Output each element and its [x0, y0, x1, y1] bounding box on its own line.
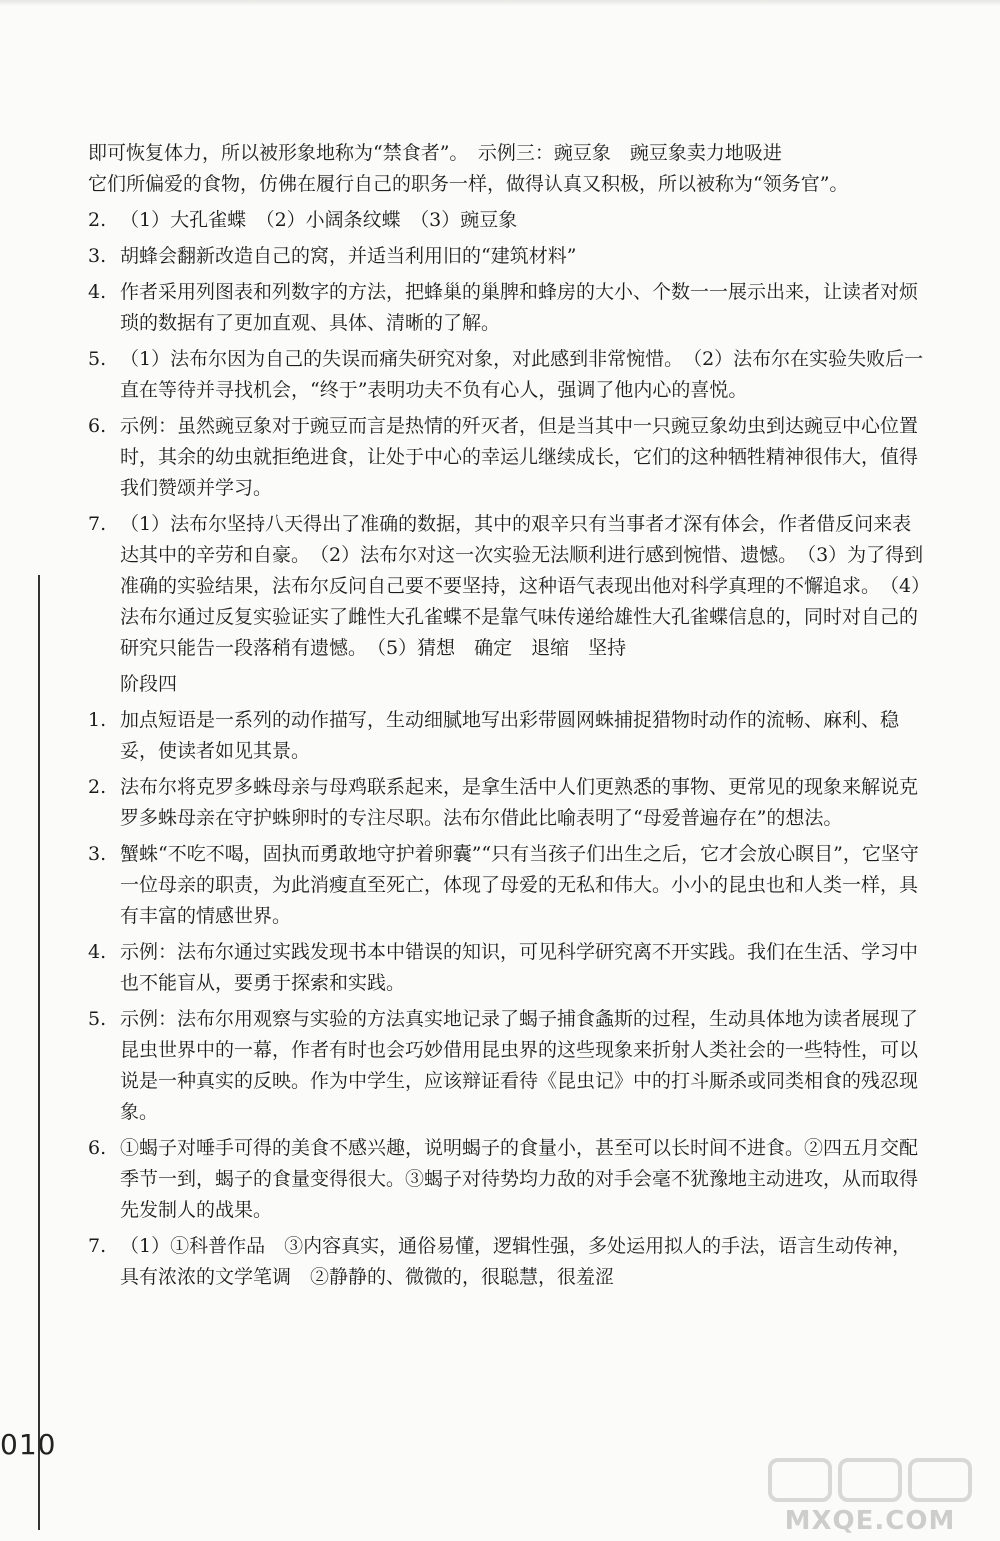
- answer-item: [88, 277, 930, 339]
- item-text: 作者采用列图表和列数字的方法，把蜂巢的巢脾和蜂房的大小、个数一一展示出来，让读者对烦琐的数据有了更加直观、具体、清晰的了解。: [120, 281, 919, 334]
- section-heading: 阶段四: [120, 673, 178, 695]
- item-number: 5.: [88, 348, 107, 370]
- watermark-text: MXQE.COM: [784, 1506, 956, 1536]
- item-number: 2.: [88, 209, 107, 231]
- watermark-glyph: [838, 1458, 902, 1502]
- item-number: 5.: [88, 1008, 107, 1030]
- item-text: 蟹蛛“不吃不喝，固执而勇敢地守护着卵囊”“只有当孩子们出生之后，它才会放心瞑目”，它坚守一位母亲的职责，为此消瘦直至死亡，体现了母爱的无私和伟大。小小的昆虫也和人类一样，具有丰富的情感世界。: [120, 843, 919, 927]
- answer-item: [88, 205, 930, 236]
- item-number: 2.: [88, 776, 107, 798]
- answer-item: [88, 1231, 930, 1293]
- answer-item: [88, 509, 930, 664]
- item-number: 4.: [88, 941, 107, 963]
- page-number: 010: [0, 1428, 57, 1461]
- item-text: （1）法布尔坚持八天得出了准确的数据，其中的艰辛只有当事者才深有体会，作者借反问来表达其中的辛劳和自豪。 （2）法布尔对这一次实验无法顺利进行感到惋惜、遗憾。 （3）为了得到准确的实验结果，法布尔反问自己要不要坚持，这种语气表现出他对科学真理的不懈追求。 （4）法布尔通过反复实验证实了雌性大孔雀蝶不是靠气味传递给雄性大孔雀蝶信息的，同时对自己的研究只能告一段落稍有遗憾。 （5）猜想 确定 退缩 坚持: [120, 513, 924, 659]
- item-number: 6.: [88, 1137, 107, 1159]
- answer-content: [88, 138, 930, 1298]
- item-text: 法布尔将克罗多蛛母亲与母鸡联系起来，是拿生活中人们更熟悉的事物、更常见的现象来解说克罗多蛛母亲在守护蛛卵时的专注尽职。法布尔借此比喻表明了“母爱普遍存在”的想法。: [120, 776, 919, 829]
- item-number: 6.: [88, 415, 107, 437]
- item-text: 示例：法布尔通过实践发现书本中错误的知识，可见科学研究离不开实践。我们在生活、学习中也不能盲从，要勇于探索和实践。: [120, 941, 919, 994]
- item-text: 示例：法布尔用观察与实验的方法真实地记录了蝎子捕食螽斯的过程，生动具体地为读者展现了昆虫世界中的一幕，作者有时也会巧妙借用昆虫界的这些现象来折射人类社会的一些特性，可以说是一种真实的反映。作为中学生，应该辩证看待《昆虫记》中的打斗厮杀或同类相食的残忍现象。: [120, 1008, 919, 1123]
- item-number: 7.: [88, 1235, 107, 1257]
- continued-line-2: 它们所偏爱的食物，仿佛在履行自己的职务一样，做得认真又积极，所以被称为“领务官”。: [88, 173, 849, 195]
- item-text: （1）法布尔因为自己的失误而痛失研究对象，对此感到非常惋惜。 （2）法布尔在实验失败后一直在等待并寻找机会，“终于”表明功夫不负有心人，强调了他内心的喜悦。: [120, 348, 924, 401]
- watermark-logo-icon: [745, 1458, 995, 1504]
- answer-item: [88, 344, 930, 406]
- continued-line-1: 即可恢复体力，所以被形象地称为“禁食者”。 示例三：豌豆象 豌豆象卖力地吸进: [88, 142, 782, 164]
- item-number: 3.: [88, 245, 107, 267]
- watermark: [745, 1458, 995, 1538]
- item-text: 胡蜂会翻新改造自己的窝，并适当利用旧的“建筑材料”: [120, 245, 577, 267]
- answer-item: [88, 705, 930, 767]
- item-number: 1.: [88, 709, 107, 731]
- answer-item: [88, 241, 930, 272]
- answer-item: [88, 1133, 930, 1226]
- item-text: 加点短语是一系列的动作描写，生动细腻地写出彩带圆网蛛捕捉猎物时动作的流畅、麻利、稳妥，使读者如见其景。: [120, 709, 900, 762]
- continued-paragraph: [88, 138, 930, 200]
- item-number: 7.: [88, 513, 107, 535]
- item-number: 3.: [88, 843, 107, 865]
- scan-top-edge: [0, 0, 1000, 6]
- answer-item: [88, 937, 930, 999]
- margin-line: [38, 575, 40, 1530]
- item-number: 4.: [88, 281, 107, 303]
- item-text: ①蝎子对唾手可得的美食不感兴趣，说明蝎子的食量小，甚至可以长时间不进食。②四五月交配季节一到，蝎子的食量变得很大。③蝎子对待势均力敌的对手会毫不犹豫地主动进攻，从而取得先发制人的战果。: [120, 1137, 919, 1221]
- item-text: 示例：虽然豌豆象对于豌豆而言是热情的歼灭者，但是当其中一只豌豆象幼虫到达豌豆中心位置时，其余的幼虫就拒绝进食，让处于中心的幸运儿继续成长，它们的这种牺牲精神很伟大，值得我们赞颂并学习。: [120, 415, 919, 499]
- watermark-glyph: [908, 1458, 972, 1502]
- answer-item: [88, 839, 930, 932]
- item-text: （1）大孔雀蝶 （2）小阔条纹蝶 （3）豌豆象: [120, 209, 518, 231]
- answer-item: [88, 411, 930, 504]
- item-text: （1）①科普作品 ③内容真实，通俗易懂，逻辑性强，多处运用拟人的手法，语言生动传神，具有浓浓的文学笔调 ②静静的、微微的，很聪慧，很羞涩: [120, 1235, 912, 1288]
- answer-item: [88, 1004, 930, 1128]
- watermark-glyph: [768, 1458, 832, 1502]
- answer-item: [88, 772, 930, 834]
